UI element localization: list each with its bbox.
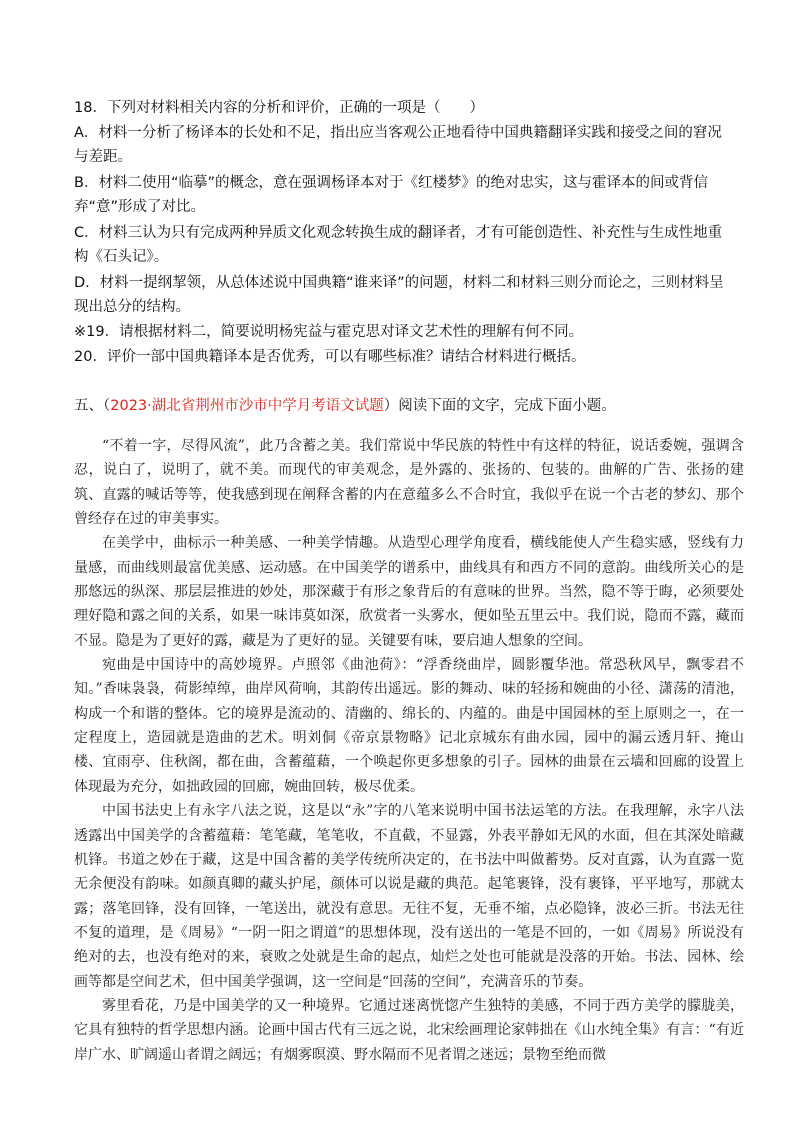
question-18-option-c: C．材料三认为只有完成两种异质文化观念转换生成的翻译者，才有可能创造性、补充性与生成性地重构《石头记》。 [74,225,723,265]
passage-paragraph-2: 在美学中，曲标示一种美感、一种美学情趣。从造型心理学角度看，横线能使人产生稳实感，竖线有力量感，而曲线则最富优美感、运动感。在中国美学的谱系中，曲线具有和西方不同的意韵。曲线所关心的是那悠远的纵深、那层层推进的妙处，那深藏于有形之象背后的有意味的世界。当然，隐不等于晦，必须要处理好隐和露之间的关系，如果一味讳莫如深，欣赏者一头雾水，便如坠五里云中。我们说，隐而不露，藏而不显。隐是为了更好的露，藏是为了更好的显。关键要有味，要启迪人想象的空间。 [74,535,744,649]
section-prefix: 五、（ [74,398,111,414]
question-18: 18．下列对材料相关内容的分析和评价，正确的一项是（ ） [74,100,484,116]
passage-paragraph-1: “不着一字，尽得风流”，此乃含蓄之美。我们常说中华民族的特性中有这样的特征，说话委婉，强调含忍，说白了，说明了，就不美。而现代的审美观念，是外露的、张扬的、包装的。曲解的广告、张扬的建筑、直露的喊话等等，使我感到现在阐释含蓄的内在意蕴多么不合时宜，我似乎在说一个古老的梦幻、那个曾经存在过的审美事实。 [74,438,744,528]
question-20: 20．评价一部中国典籍译本是否优秀，可以有哪些标准？请结合材料进行概括。 [74,349,586,365]
reading-passage [74,434,744,1067]
question-18-option-a: A．材料一分析了杨译本的长处和不足，指出应当客观公正地看待中国典籍翻译实践和接受之间的窘况与差距。 [74,125,722,165]
section-suffix: ）阅读下面的文字，完成下面小题。 [383,398,616,414]
question-18-option-d: D．材料一提纲挈领，从总体述说中国典籍“谁来译”的问题，材料二和材料三则分而论之，三则材料呈现出总分的结构。 [74,275,724,315]
question-18-option-b: B．材料二使用“临摹”的概念，意在强调杨译本对于《红楼梦》的绝对忠实，这与霍译本的间或背信弃“意”形成了对比。 [74,175,708,215]
passage-paragraph-3: 宛曲是中国诗中的高妙境界。卢照邻《曲池荷》：“浮香绕曲岸，圆影覆华池。常恐秋风早，飘零君不知。”香味袅袅，荷影绰绰，曲岸风荷响，其韵传出遥远。影的舞动、味的轻扬和婉曲的小径、潇荡的清池，构成一个和谐的整体。它的境界是流动的、清幽的、绵长的、内蕴的。曲是中国园林的至上原则之一，在一定程度上，造园就是造曲的艺术。明刘侗《帝京景物略》记北京城东有曲水园，园中的漏云透月轩、掩山楼、宜雨亭、住秋阁，都在曲，含蓄蕴藉，一个唤起你更多想象的引子。园林的曲景在云墙和回廊的设置上体现最为充分，如拙政园的回廊，婉曲回转，极尽优柔。 [74,657,744,795]
passage-paragraph-4: 中国书法史上有永字八法之说，这是以“永”字的八笔来说明中国书法运笔的方法。在我理解，永字八法透露出中国美学的含蓄蕴藉：笔笔藏，笔笔收，不直截，不显露，外表平静如无风的水面，但在其深处暗藏机锋。书道之妙在于藏，这是中国含蓄的美学传统所决定的，在书法中叫做蓄势。反对直露，认为直露一览无余便没有韵味。如颜真卿的藏头护尾，颜体可以说是藏的典范。起笔裹锋，没有裹锋，平平地写，那就太露；落笔回锋，没有回锋，一笔送出，就没有意思。无往不复，无垂不缩，点必隐锋，波必三折。书法无往不复的道理，是《周易》“一阴一阳之谓道”的思想体现，没有送出的一笔是不回的，一如《周易》所说没有绝对的去，也没有绝对的来，衰败之处就是生命的起点，灿烂之处也可能就是没落的开始。书法、园林、绘画等都是空间艺术，但中国美学强调，这一空间是“回荡的空间”，充满音乐的节奏。 [74,803,744,990]
section-source: 2023·湖北省荆州市沙市中学月考语文试题 [110,398,384,414]
section-five-heading [74,394,754,418]
question-19: ※19．请根据材料二，简要说明杨宪益与霍克思对译文艺术性的理解有何不同。 [74,324,584,340]
passage-paragraph-5: 雾里看花，乃是中国美学的又一种境界。它通过迷离恍惚产生独特的美感，不同于西方美学的朦胧美，它具有独特的哲学思想内涵。论画中国古代有三远之说，北宋绘画理论家韩拙在《山水纯全集》有言：“有近岸广水、旷阔遥山者谓之阔远；有烟雾暝漠、野水隔而不见者谓之迷远；景物至绝而微 [74,997,744,1063]
